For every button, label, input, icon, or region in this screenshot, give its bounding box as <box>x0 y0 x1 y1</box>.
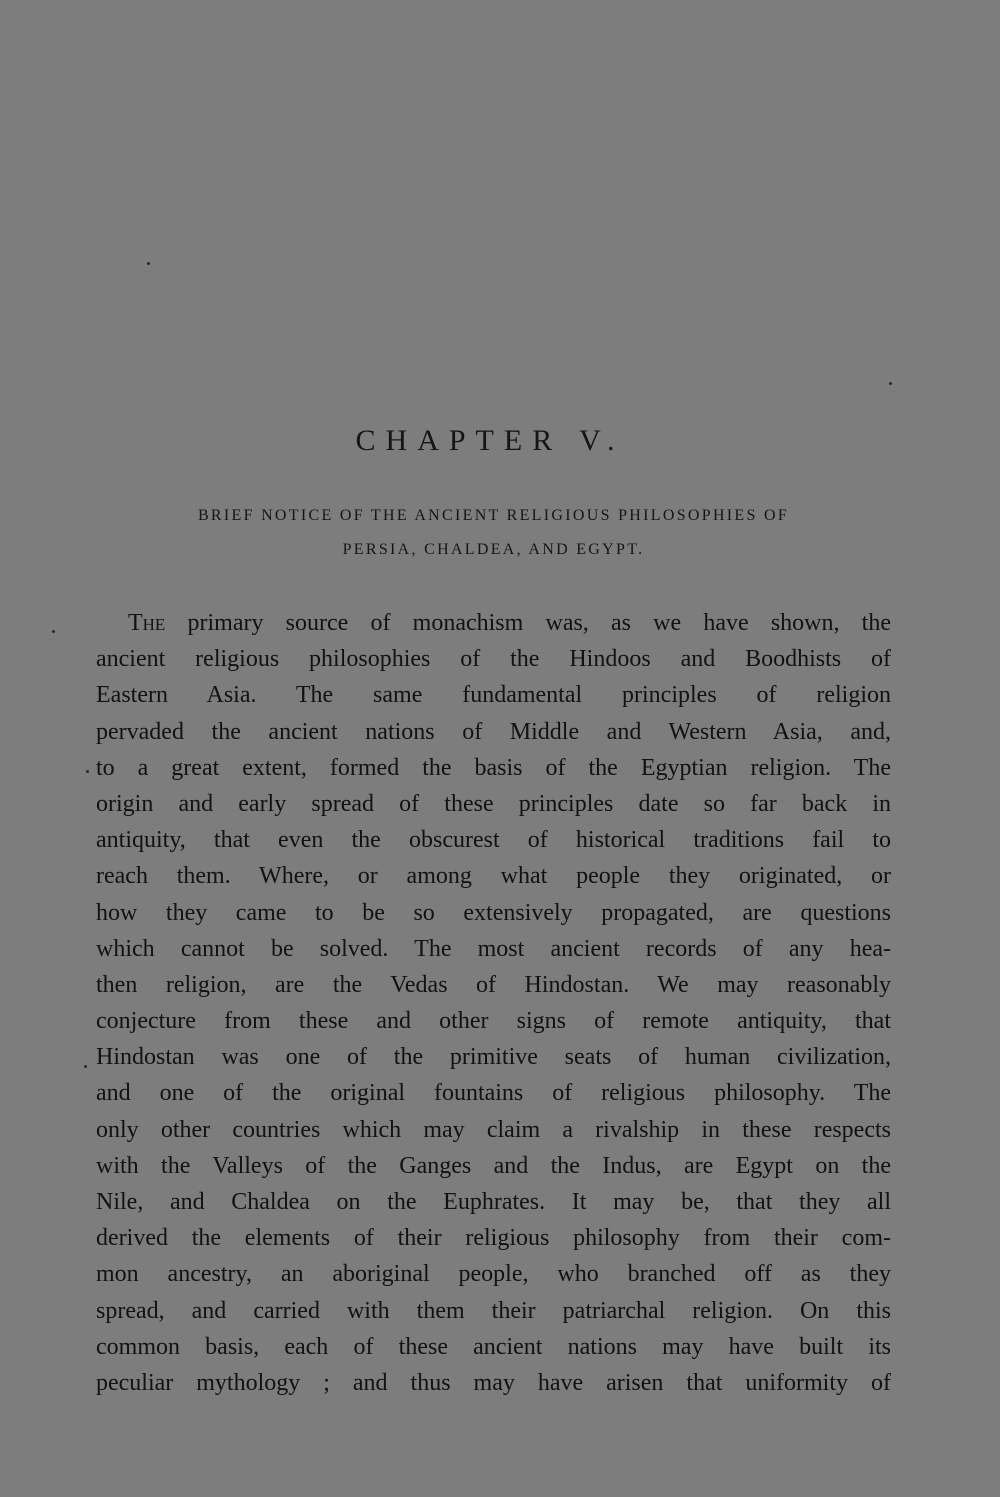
text-line: with the Valleys of the Ganges and the Indus, are Egypt on the <box>96 1152 891 1179</box>
text-line: Eastern Asia. The same fundamental principles of religion <box>96 682 891 709</box>
text-line: reach them. Where, or among what people they originated, or <box>96 863 891 890</box>
chapter-subtitle-line-1: BRIEF NOTICE OF THE ANCIENT RELIGIOUS PHILOSOPHIES OF <box>197 507 790 524</box>
text-line: pervaded the ancient nations of Middle and Western Asia, and, <box>96 718 891 745</box>
text-line: Nile, and Chaldea on the Euphrates. It may be, that they all <box>96 1189 891 1215</box>
text-line: conjecture from these and other signs of remote antiquity, that <box>96 1008 891 1035</box>
page-speck <box>147 262 150 265</box>
chapter-subtitle-line-2: PERSIA, CHALDEA, AND EGYPT. <box>342 541 645 558</box>
drop-word: The <box>128 610 166 636</box>
text-line: ancient religious philosophies of the Hindoos and Boodhists of <box>96 646 891 673</box>
text-line: and one of the original fountains of religious philosophy. The <box>96 1080 891 1107</box>
page-speck <box>889 382 892 385</box>
text-line: which cannot be solved. The most ancient records of any hea- <box>96 935 891 962</box>
text-line: only other countries which may claim a rivalship in these respects <box>96 1116 891 1143</box>
chapter-title: CHAPTER V. <box>355 424 625 457</box>
text-line: how they came to be so extensively propagated, are questions <box>96 899 891 926</box>
text-line-content: primary source of monachism was, as we have shown, the <box>165 610 891 636</box>
text-line: to a great extent, formed the basis of the Egyptian religion. The <box>96 754 891 781</box>
text-line: antiquity, that even the obscurest of historical traditions fail to <box>96 827 891 854</box>
page-speck <box>86 770 89 773</box>
page-speck <box>84 1065 87 1068</box>
text-line: derived the elements of their religious philosophy from their com- <box>96 1225 891 1252</box>
text-line: Hindostan was one of the primitive seats of human civilization, <box>96 1044 891 1071</box>
page-speck <box>52 630 55 633</box>
text-line: common basis, each of these ancient nations may have built its <box>96 1333 891 1360</box>
text-line: mon ancestry, an aboriginal people, who branched off as they <box>96 1261 891 1288</box>
chapter-body-text <box>96 605 891 1401</box>
text-line: spread, and carried with them their patriarchal religion. On this <box>96 1297 891 1324</box>
text-line: origin and early spread of these principles date so far back in <box>96 790 891 817</box>
text-line <box>96 605 891 641</box>
text-line: then religion, are the Vedas of Hindostan. We may reasonably <box>96 971 891 998</box>
text-line: peculiar mythology ; and thus may have arisen that uniformity of <box>96 1369 891 1396</box>
